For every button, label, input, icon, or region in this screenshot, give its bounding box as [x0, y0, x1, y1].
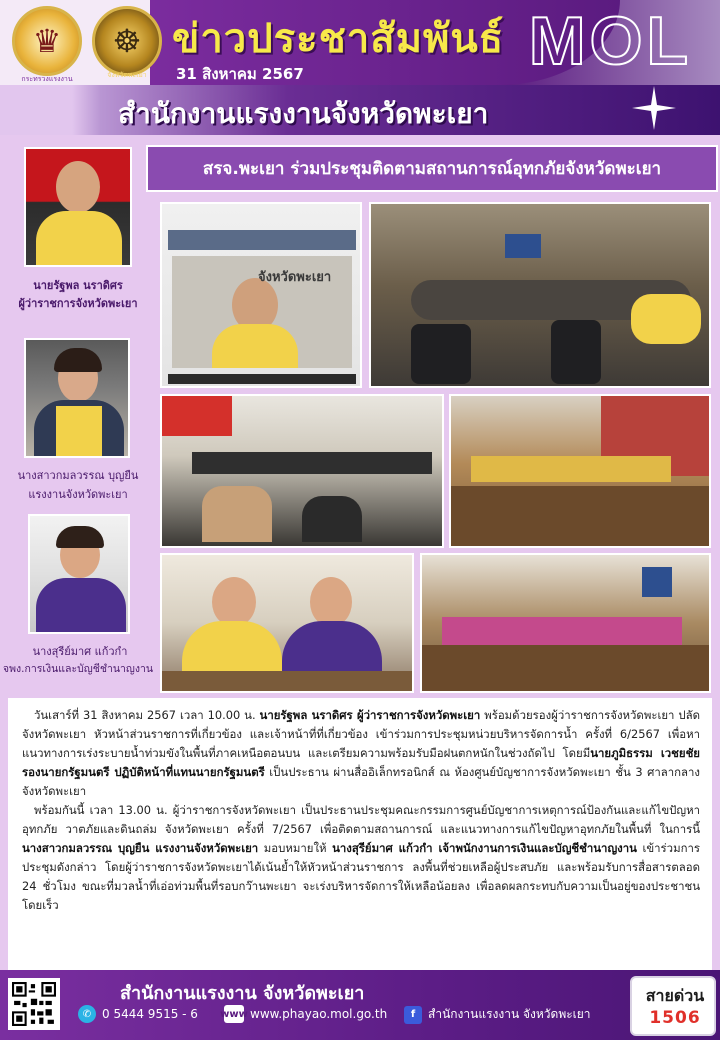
- portrait-governor: [24, 147, 132, 267]
- article-bold-segment: นางสุรีย์มาศ แก้วกำ เจ้าพนักงานการเงินและบัญชีชำนาญงาน: [332, 841, 637, 855]
- phone-icon: ✆: [78, 1005, 96, 1023]
- globe-icon: www: [224, 1005, 244, 1023]
- office-title: สำนักงานแรงงานจังหวัดพะเยา: [118, 97, 489, 130]
- phone-number: 0 5444 9515 - 6: [102, 1007, 198, 1021]
- article-bold-segment: นายรัฐพล นราดิศร ผู้ว่าราชการจังหวัดพะเยา: [259, 708, 481, 722]
- ministry-logo: [12, 6, 82, 76]
- meeting-photo-hall: [160, 394, 444, 548]
- publish-date: 31 สิงหาคม 2567: [176, 65, 304, 83]
- official-role: จพง.การเงินและบัญชีชำนาญงาน: [2, 663, 154, 675]
- official-name: นางสาวกมลวรรณ บุญยืน: [17, 469, 139, 482]
- province-logo: [92, 6, 162, 76]
- screen-caption: จังหวัดพะเยา: [258, 270, 332, 285]
- meeting-photo-room: [369, 202, 711, 388]
- footer-office-name: สำนักงานแรงงาน จังหวัดพะเยา: [120, 983, 365, 1004]
- meeting-photo-video-call: [160, 202, 362, 388]
- article-text-segment: วันเสาร์ที่ 31 สิงหาคม 2567 เวลา 10.00 น.: [34, 708, 260, 722]
- qr-code[interactable]: [8, 978, 60, 1030]
- meeting-photo-table: [449, 394, 711, 548]
- facebook-link[interactable]: [404, 1005, 591, 1024]
- article-text-segment: มอบหมายให้: [258, 841, 333, 855]
- hotline-label: สายด่วน: [645, 986, 705, 1005]
- qr-code-icon: [12, 982, 56, 1026]
- buddha-icon: ☸: [112, 22, 142, 60]
- website-url: www.phayao.mol.go.th: [250, 1007, 388, 1021]
- official-role: ผู้ว่าราชการจังหวัดพะเยา: [18, 297, 138, 310]
- photo-labour-officials: [160, 553, 414, 693]
- article-text-segment: พร้อมกันนี้ เวลา 13.00 น. ผู้ว่าราชการจังหวัดพะเยา เป็นประธานประชุมคณะกรรมการศูนย์บัญชาการเหตุการณ์ป้องกันและแก้ไขปัญหาอุทกภัย วาตภัยและดินถล่ม จังหวัดพะเยา ครั้งที่ 7/2567 เพื่อติดตามสถานการณ์ และแนวทางการแก้ไขปัญหาอุทกภัยในพื้นที่ ในการนี้: [22, 803, 700, 836]
- headline-box: [146, 145, 718, 192]
- website-link[interactable]: [220, 1005, 388, 1023]
- article-bold-segment: นางสาวกมลวรรณ บุญยืน แรงงานจังหวัดพะเยา: [22, 841, 259, 855]
- official-name: นางสุรีย์มาศ แก้วกำ: [32, 645, 128, 658]
- article-text-segment: พร้อมด้วยรองผู้ว่าราชการจังหวัดพะเยา ปลัดจังหวัดพะเยา หัวหน้าส่วนราชการที่เกี่ยวข้อง และเจ้าหน้าที่ที่เกี่ยวข้อง เข้าร่วมการประชุมหน่วยบริหารจัดการน้ำ ครั้งที่ 6/2567 เพื่อหาแนวทางการเร่งระบายน้ำท่วมขังในพื้นที่ภาคเหนือตอนบน และเตรียมความพร้อมรับมือฝนตกหนักในช่วงถัดไป โดยมี: [22, 708, 700, 760]
- facebook-page: สำนักงานแรงงาน จังหวัดพะเยา: [428, 1007, 591, 1021]
- headline: สรจ.พะเยา ร่วมประชุมติดตามสถานการณ์อุทกภัยจังหวัดพะเยา: [202, 159, 662, 179]
- phone-contact[interactable]: [78, 1005, 198, 1023]
- article-text-segment: เป็นประธาน ผ่านสื่ออิเล็กทรอนิกส์ ณ ห้องศูนย์บัญชาการจังหวัดพะเยา ชั้น 3 ศาลากลางจังหวัดพะเยา: [22, 765, 700, 798]
- article-paragraph-1: [22, 706, 700, 801]
- article-text-segment: เข้าร่วมการประชุมดังกล่าว โดยผู้ว่าราชการจังหวัดพะเยาได้เน้นย้ำให้หัวหน้าส่วนราชการ ลงพื้นที่ช่วยเหลือผู้ประสบภัย และพร้อมรับการสื่อสารตลอด 24 ชั่วโมง ขณะที่มวลน้ำที่เอ่อท่วมพื้นที่รอบกว๊านพะเยา จะเร่งบริหารจัดการให้เหลือน้อยลง เพื่อลดผลกระทบกับความเป็นอยู่ของประชาชน โดยเร็ว: [22, 841, 700, 912]
- official-name: นายรัฐพล นราดิศร: [33, 279, 123, 292]
- portrait-finance-officer: [28, 514, 130, 634]
- facebook-icon: f: [404, 1006, 422, 1024]
- sparkle-icon: [632, 86, 676, 130]
- portrait-labour-officer: [24, 338, 130, 458]
- page-title: ข่าวประชาสัมพันธ์: [172, 16, 505, 62]
- brand-mark: MOL: [528, 3, 692, 79]
- article-paragraph-2: [22, 801, 700, 915]
- province-logo-caption: จังหวัดพะเยา: [107, 71, 147, 79]
- hotline-number: 1506: [649, 1008, 701, 1028]
- official-role: แรงงานจังหวัดพะเยา: [28, 488, 128, 501]
- emblem-icon: ♛: [32, 22, 62, 60]
- article-bold-segment: นายภูมิธรรม เวชยชัย รองนายกรัฐมนตรี ปฏิบัติหน้าที่แทนนายกรัฐมนตรี: [22, 746, 700, 779]
- meeting-photo-attendees: [420, 553, 711, 693]
- hotline-badge[interactable]: [630, 976, 716, 1036]
- ministry-logo-caption: กระทรวงแรงงาน: [21, 75, 73, 83]
- article-body: [8, 698, 712, 970]
